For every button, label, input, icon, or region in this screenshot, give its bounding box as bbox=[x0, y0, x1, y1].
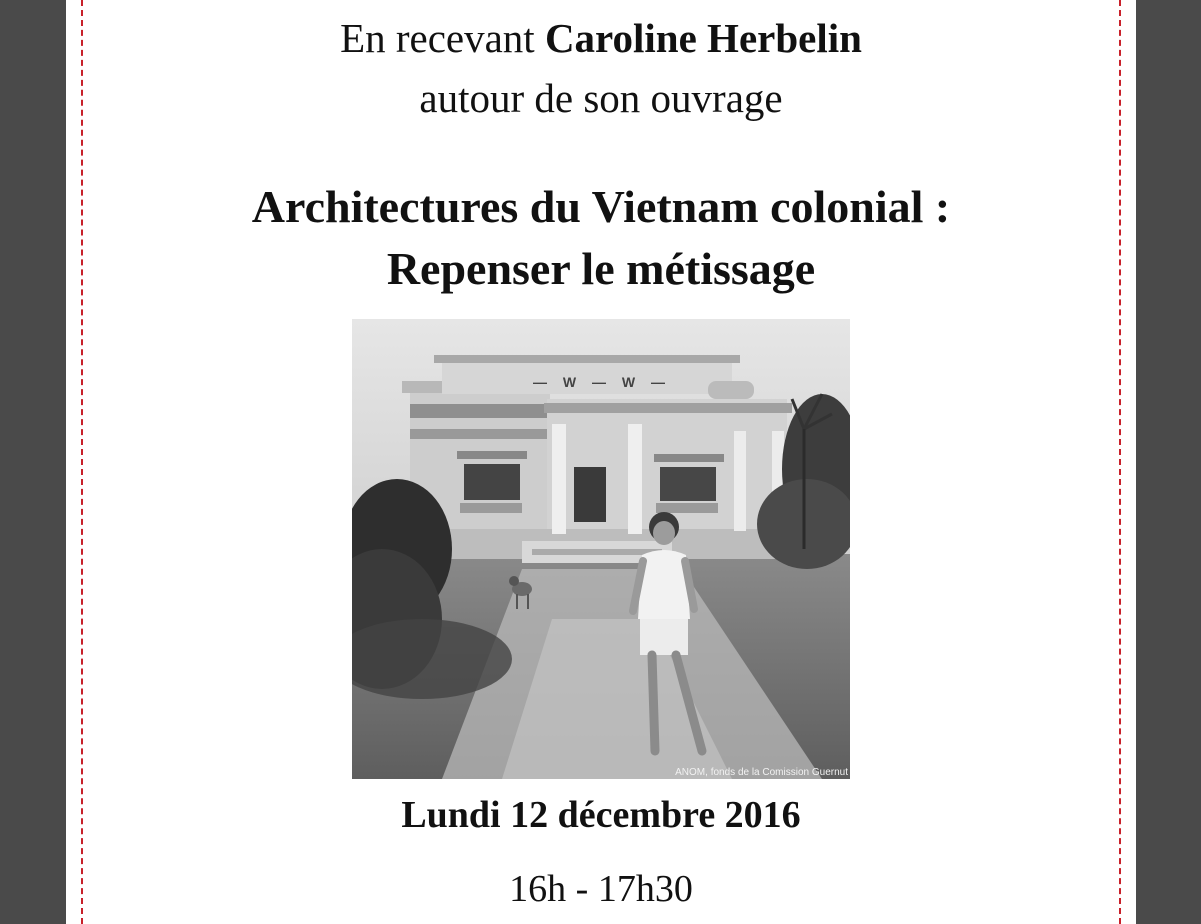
book-title-line-1: Architectures du Vietnam colonial : bbox=[251, 181, 951, 232]
photo-illustration bbox=[352, 319, 850, 779]
intro-prefix: En recevant bbox=[340, 15, 545, 61]
author-name: Caroline Herbelin bbox=[544, 15, 862, 61]
intro-line-2: autour de son ouvrage bbox=[419, 75, 783, 121]
dashed-border-left bbox=[81, 0, 83, 924]
intro-line-1 bbox=[66, 12, 1136, 64]
event-time: 16h - 17h30 bbox=[509, 868, 693, 910]
dashed-border-right bbox=[1119, 0, 1121, 924]
svg-text:— W — W —: — W — W — bbox=[533, 374, 671, 390]
colonial-villa-photo bbox=[352, 319, 850, 779]
book-title-line-2: Repenser le métissage bbox=[386, 243, 816, 294]
event-date: Lundi 12 décembre 2016 bbox=[401, 794, 801, 836]
photo-credit: ANOM, fonds de la Comission Guernut bbox=[675, 767, 848, 778]
poster-page bbox=[66, 0, 1136, 924]
